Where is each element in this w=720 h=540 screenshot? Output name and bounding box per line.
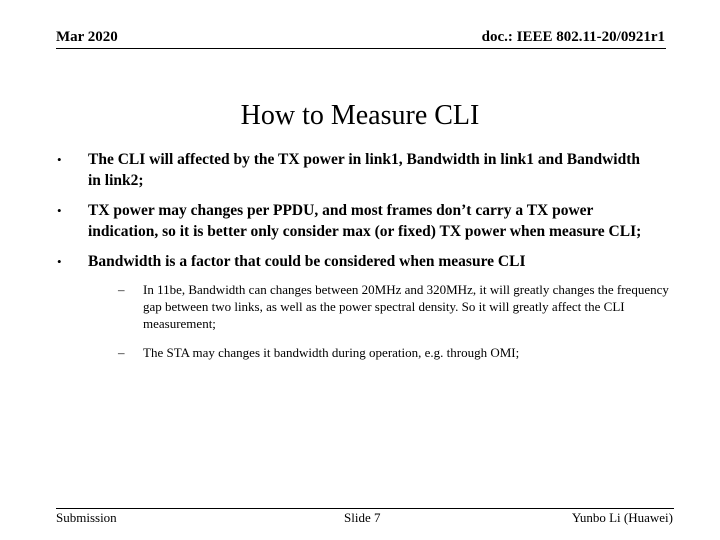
header-date: Mar 2020 bbox=[56, 29, 118, 45]
sub-bullet-item bbox=[118, 344, 683, 361]
bullet-marker: • bbox=[57, 152, 62, 167]
sub-bullet-marker: – bbox=[118, 345, 125, 360]
sub-bullet-item bbox=[118, 281, 683, 332]
header-doc-id: doc.: IEEE 802.11-20/0921r1 bbox=[481, 29, 665, 45]
bullet-text: Bandwidth is a factor that could be considered when measure CLI bbox=[88, 253, 526, 270]
bullet-marker: • bbox=[57, 203, 62, 218]
sub-bullet-list bbox=[56, 281, 669, 361]
bullet-item bbox=[56, 149, 656, 191]
footer-submission: Submission bbox=[56, 510, 117, 525]
bullet-list bbox=[56, 149, 669, 373]
slide-title: How to Measure CLI bbox=[240, 99, 480, 131]
bullet-marker: • bbox=[57, 254, 62, 269]
sub-bullet-text: In 11be, Bandwidth can changes between 20MHz and 320MHz, it will greatly changes the frequency gap between two links, as well as the power spectral density. So it will greatly affect the CLI measurement; bbox=[143, 282, 669, 331]
bullet-item bbox=[56, 200, 656, 242]
bullet-item bbox=[56, 251, 656, 272]
footer-author: Yunbo Li (Huawei) bbox=[571, 510, 673, 525]
footer-slide-number: Slide 7 bbox=[344, 510, 381, 525]
sub-bullet-text: The STA may changes it bandwidth during operation, e.g. through OMI; bbox=[143, 345, 520, 360]
bullet-text: The CLI will affected by the TX power in link1, Bandwidth in link1 and Bandwidth in link2; bbox=[88, 151, 640, 189]
sub-bullet-marker: – bbox=[118, 282, 125, 297]
footer-divider bbox=[56, 508, 674, 509]
header-divider bbox=[56, 48, 666, 49]
bullet-text: TX power may changes per PPDU, and most frames don’t carry a TX power indication, so it is better only consider max (or fixed) TX power when measure CLI; bbox=[88, 202, 642, 240]
